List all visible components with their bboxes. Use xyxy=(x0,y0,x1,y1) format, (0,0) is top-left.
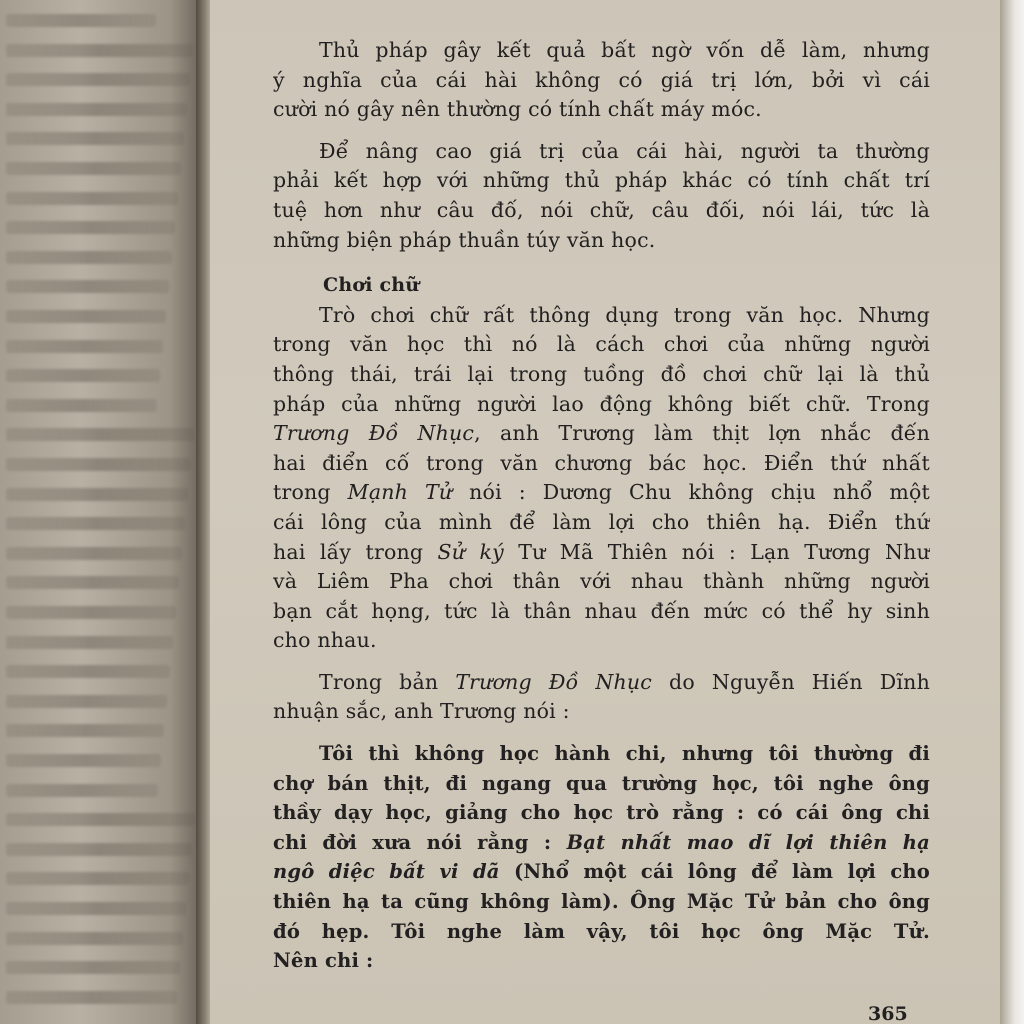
quote-italic: ngô diệc bất vi dã xyxy=(273,860,500,884)
text-line: Thủ pháp gây kết quả bất ngờ vốn dễ làm, nhưng xyxy=(319,38,930,62)
text-line xyxy=(273,419,930,449)
text-line: thông thái, trái lại trong tuồng đồ chơi chữ lại là thủ xyxy=(273,361,930,386)
text-span: , anh Trương làm thịt lợn nhắc đến xyxy=(474,421,930,446)
text-line xyxy=(273,478,930,508)
blurred-text-line xyxy=(6,73,190,86)
text-line: tuệ hơn như câu đố, nói chữ, câu đối, nói lái, tức là xyxy=(273,197,930,222)
text-line xyxy=(273,828,930,858)
text-span: chi đời xưa nói rằng : xyxy=(273,830,567,854)
text-span: (Nhổ một cái lông để làm lợi cho xyxy=(499,860,930,884)
blurred-text-line xyxy=(6,665,170,678)
blurred-text-line xyxy=(6,103,187,116)
text-line: trong văn học thì nó là cách chơi của những người xyxy=(273,332,930,357)
blurred-text-line xyxy=(6,932,183,945)
blurred-text-line xyxy=(6,192,178,205)
blurred-text-line xyxy=(6,843,192,856)
text-line xyxy=(273,857,930,887)
text-span: do Nguyễn Hiến Dĩnh xyxy=(651,669,930,694)
section-heading: Chơi chữ xyxy=(323,274,420,297)
blurred-text-line xyxy=(6,14,156,27)
blurred-text-line xyxy=(6,251,172,264)
text-line: ý nghĩa của cái hài không có giá trị lớn, bởi vì cái xyxy=(273,67,930,92)
blurred-text-line xyxy=(6,606,176,619)
book-title-italic: Mạnh Tử xyxy=(347,480,453,505)
text-line: bạn cắt họng, tức là thân nhau đến mức có thể hy sinh xyxy=(273,598,930,623)
text-line: thầy dạy học, giảng cho học trò rằng : có cái ông chi xyxy=(273,801,930,825)
text-span: Trong bản xyxy=(319,669,456,694)
text-span: trong xyxy=(273,480,348,505)
blurred-text-line xyxy=(6,221,175,234)
blurred-text-line xyxy=(6,340,163,353)
blurred-text-line xyxy=(6,902,186,915)
blurred-text-line xyxy=(6,813,195,826)
text-line: hai điển cố trong văn chương bác học. Điển thứ nhất xyxy=(273,450,930,475)
text-span: Tư Mã Thiên nói : Lạn Tương Như xyxy=(503,539,930,564)
blurred-text-line xyxy=(6,132,184,145)
text-line: đó hẹp. Tôi nghe làm vậy, tôi học ông Mặc Tử. xyxy=(273,919,930,943)
book-title-italic: Trương Đồ Nhục xyxy=(273,421,475,446)
blurred-text-line xyxy=(6,310,166,323)
blurred-text-line xyxy=(6,695,167,708)
blurred-text-line xyxy=(6,872,189,885)
blurred-text-line xyxy=(6,961,180,974)
text-line: cái lông của mình để làm lợi cho thiên hạ. Điển thứ xyxy=(273,509,930,534)
text-line: cho nhau. xyxy=(273,628,377,653)
text-line: chợ bán thịt, đi ngang qua trường học, tôi nghe ông xyxy=(273,771,930,795)
text-line xyxy=(273,538,930,568)
text-line: Trò chơi chữ rất thông dụng trong văn học. Nhưng xyxy=(319,302,930,327)
text-line: pháp của những người lao động không biết chữ. Trong xyxy=(273,391,930,416)
page-number: 365 xyxy=(868,1003,908,1024)
text-line: những biện pháp thuần túy văn học. xyxy=(273,227,656,252)
text-line: Để nâng cao giá trị của cái hài, người ta thường xyxy=(319,138,930,163)
blurred-text-line xyxy=(6,399,157,412)
quote-italic: Bạt nhất mao dĩ lợi thiên hạ xyxy=(566,830,930,854)
blurred-text-line xyxy=(6,428,194,441)
blurred-text-line xyxy=(6,369,160,382)
text-span: nói : Dương Chu không chịu nhổ một xyxy=(452,480,930,505)
blurred-text-line xyxy=(6,784,158,797)
blurred-text-line xyxy=(6,517,185,530)
blurred-text-line xyxy=(6,280,169,293)
text-line: Nên chi : xyxy=(273,949,374,973)
blurred-text-line xyxy=(6,547,182,560)
blurred-text-line xyxy=(6,724,164,737)
text-line: và Liêm Pha chơi thân với nhau thành những người xyxy=(273,569,930,594)
text-span: hai lấy trong xyxy=(273,539,438,564)
blurred-text-line xyxy=(6,458,191,471)
blurred-text-line xyxy=(6,576,179,589)
text-line: Tôi thì không học hành chi, nhưng tôi thường đi xyxy=(319,742,930,766)
text-line xyxy=(273,668,930,698)
left-page-blurred xyxy=(0,0,200,1024)
text-line: phải kết hợp với những thủ pháp khác có tính chất trí xyxy=(273,168,930,193)
text-line: thiên hạ ta cũng không làm). Ông Mặc Tử bản cho ông xyxy=(273,890,930,914)
book-title-italic: Sử ký xyxy=(437,539,504,564)
blurred-text-line xyxy=(6,162,181,175)
quoted-passage xyxy=(273,739,930,976)
text-line: cười nó gây nên thường có tính chất máy móc. xyxy=(273,97,762,122)
page-text xyxy=(273,36,930,976)
blurred-text-line xyxy=(6,488,188,501)
blurred-text-line xyxy=(6,636,173,649)
blurred-text-line xyxy=(6,44,193,57)
text-line: nhuận sắc, anh Trương nói : xyxy=(273,699,570,724)
blurred-text-line xyxy=(6,991,177,1004)
blurred-text-line xyxy=(6,754,161,767)
page-edge xyxy=(1000,0,1024,1024)
book-title-italic: Trương Đồ Nhục xyxy=(455,669,652,694)
